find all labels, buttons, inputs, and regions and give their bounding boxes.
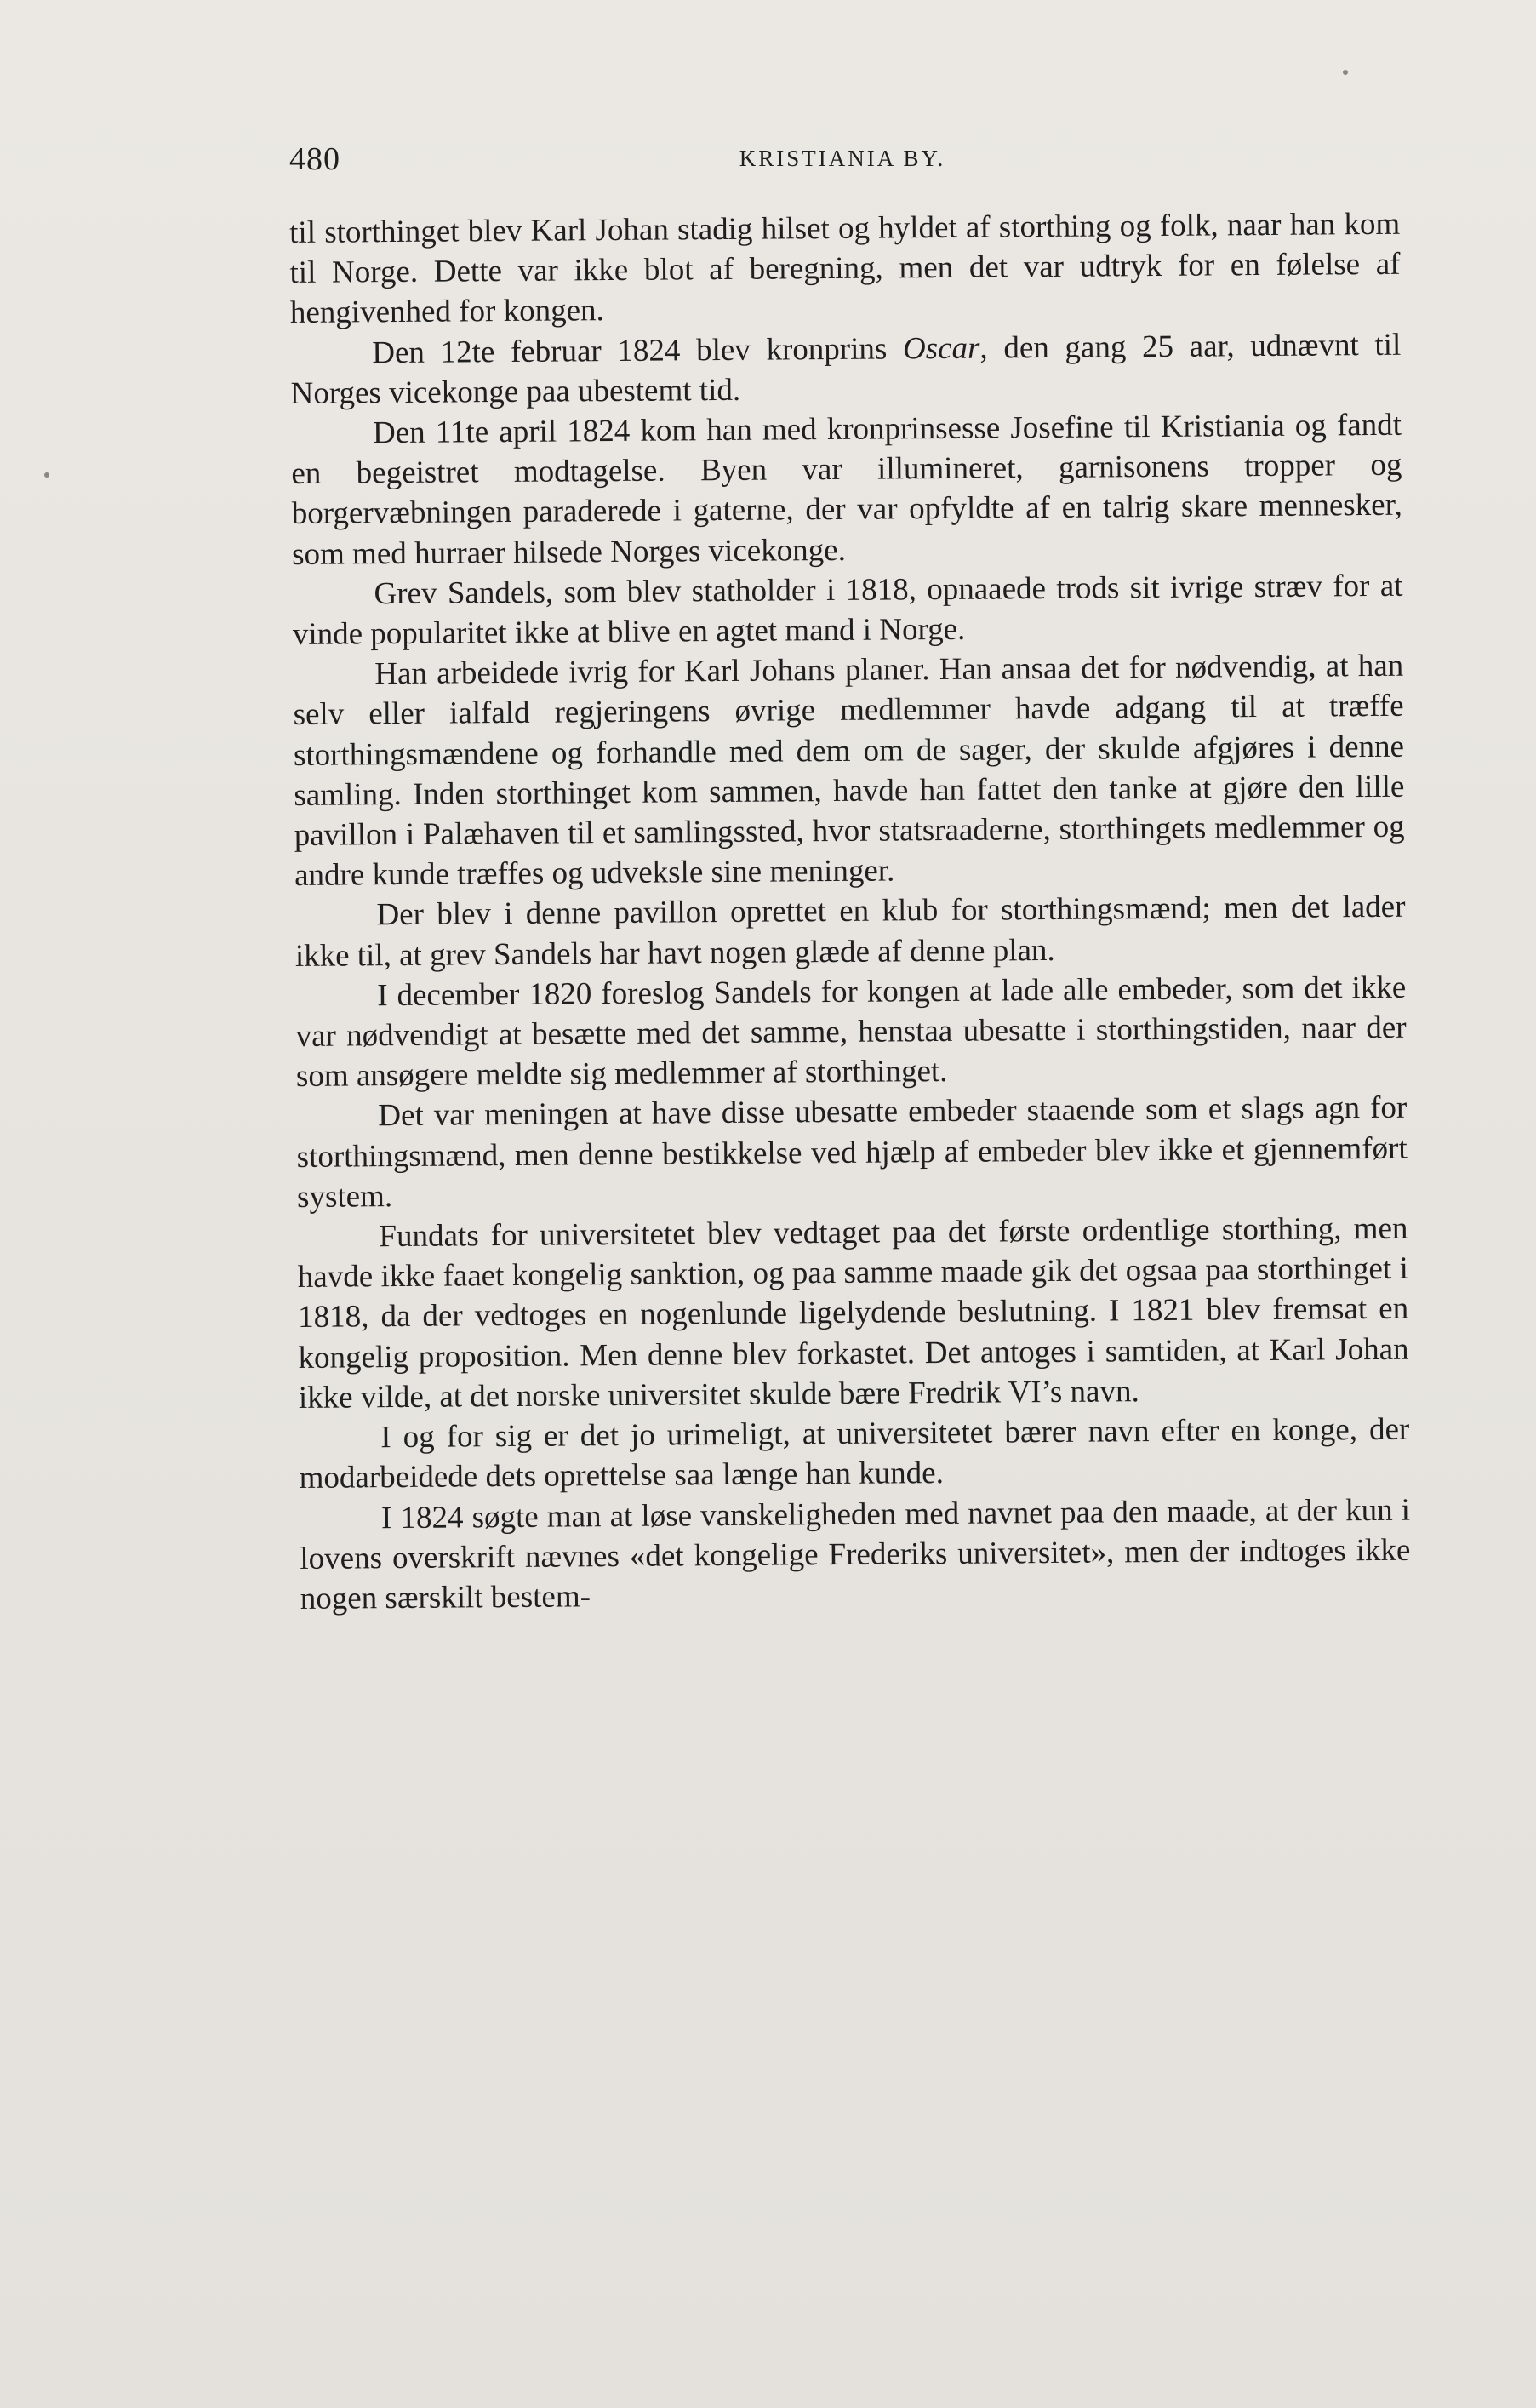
paragraph-10: I og for sig er det jo urimeligt, at universitetet bærer navn efter en konge, der modarbeidede dets oprettelse saa længe han kunde. xyxy=(299,1411,1410,1496)
paragraph-3: Den 11te april 1824 kom han med kronprinsesse Josefine til Kristiania og fandt en begeistret modtagelse. Byen var illumineret, garnisonens tropper og borgervæbningen paraderede i gaterne, der var opfyldte af en talrig skare mennesker, som med hurraer hilsede Norges vicekonge. xyxy=(291,407,1402,572)
page-number: 480 xyxy=(289,141,340,177)
body-text xyxy=(289,204,1411,1619)
paper-speck xyxy=(1343,70,1348,75)
paragraph-9: Fundats for universitetet blev vedtaget paa det første ordentlige storthing, men havde ikke faaet kongelig sanktion, og paa samme maade gik det ogsaa paa storthinget i 1818, da der vedtoges en nogenlunde ligelydende beslutning. I 1821 blev fremsat en kongelig proposition. Men denne blev forkastet. Det antoges i samtiden, at Karl Johan ikke vilde, at det norske universitet skulde bære Fredrik VI’s navn. xyxy=(297,1210,1409,1416)
paragraph-4: Grev Sandels, som blev statholder i 1818, opnaaede trods sit ivrige stræv for at vinde popularitet ikke at blive en agtet mand i Norge. xyxy=(292,568,1403,653)
paragraph-2 xyxy=(290,324,1402,414)
page-header xyxy=(289,140,1404,183)
paragraph-1: til storthinget blev Karl Johan stadig hilset og hyldet af storthing og folk, naar han kom til Norge. Dette var ikke blot af beregning, men det var udtryk for en følelse af hengivenhed for kongen. xyxy=(289,206,1401,331)
paragraph-6: Der blev i denne pavillon oprettet en klub for storthingsmænd; men det lader ikke til, at grev Sandels har havt nogen glæde af denne plan. xyxy=(294,889,1406,974)
running-title: KRISTIANIA BY. xyxy=(739,146,946,171)
paragraph-2-italic-name: Oscar xyxy=(902,330,980,366)
paragraph-8: Det var meningen at have disse ubesatte embeder staaende som et slags agn for storthingsmænd, men denne bestikkelse ved hjælp af embeder blev ikke et gjennemført system. xyxy=(296,1090,1408,1215)
paragraph-5: Han arbeidede ivrig for Karl Johans planer. Han ansaa det for nødvendig, at han selv eller ialfald regjeringens øvrige medlemmer havde adgang til at træffe storthingsmændene og forhandle med dem om de sager, der skulde afgjøres i denne samling. Inden storthinget kom sammen, havde han fattet den tanke at gjøre den lille pavillon i Palæhaven til et samlingssted, hvor statsraaderne, storthingets medlemmer og andre kunde træffes og udveksle sine meninger. xyxy=(293,648,1405,894)
paragraph-11: I 1824 søgte man at løse vanskeligheden med navnet paa den maade, at der kun i lovens overskrift nævnes «det kongelige Frederiks universitet», men der indtoges ikke nogen særskilt bestem- xyxy=(300,1492,1411,1616)
paragraph-2-before: Den 12te februar 1824 blev kronprins xyxy=(372,330,904,370)
paragraph-7: I december 1820 foreslog Sandels for kongen at lade alle embeder, som det ikke var nødvendigt at besætte med det samme, henstaa ubesatte i storthingstiden, naar der som ansøgere meldte sig medlemmer af storthinget. xyxy=(295,969,1407,1095)
paper-speck xyxy=(44,472,49,478)
paragraph-2-after: , den gang 25 aar, udnævnt til Norges vicekonge paa ubestemt tid. xyxy=(290,327,1402,411)
